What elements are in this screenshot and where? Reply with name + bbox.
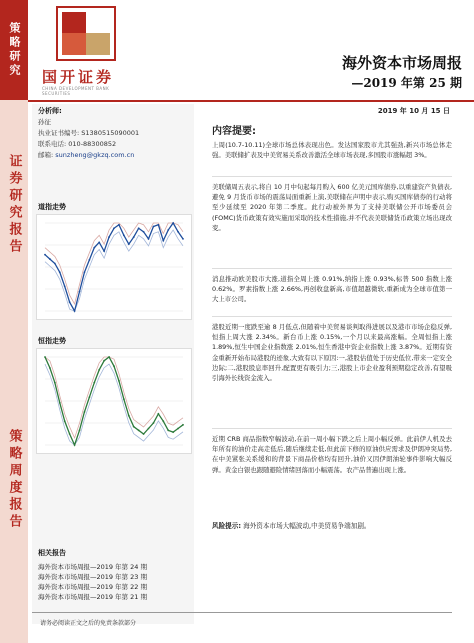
left-info-column [32, 104, 194, 624]
related-item[interactable]: 海外资本市场周报—2019 年第 23 期 [38, 573, 148, 581]
divider [212, 268, 452, 269]
dow-chart-point [148, 238, 150, 240]
company-logo [38, 6, 138, 94]
hsi-chart-svg [37, 349, 191, 453]
summary-title: 内容提要: [212, 126, 256, 137]
dow-chart-point [59, 271, 61, 273]
email-link[interactable]: sunzheng@gkzq.com.cn [55, 151, 135, 159]
hsi-chart-point [143, 433, 145, 435]
sidebar-bottom-label: 策略周度报告 [6, 429, 22, 531]
dow-chart-point [98, 241, 100, 243]
dow-chart-point [103, 250, 105, 252]
report-date: 2019 年 10 月 15 日 [377, 107, 450, 115]
logo-mark [56, 6, 116, 61]
dow-chart-point [113, 227, 115, 229]
sidebar-mid-label-block [0, 130, 28, 280]
dow-chart-point [49, 258, 51, 260]
report-issue: —2019 年第 25 期 [351, 76, 462, 90]
paragraph-1: 上周(10.7-10.11)全球市场总体表现出色。发达国家股市尤其强劲,新兴市场总体走强。美联储扩表及中美贸易关系改善激活全球市场表现,多国股市涨幅超 3%。 [212, 141, 452, 160]
hsi-chart-point [49, 367, 51, 369]
paragraph-5: 近期 CRB 商品指数窄幅波动,在前一周小幅下跌之后上周小幅反弹。此前伊人机及去年所有的油价走高走低后,随后继续走低,但此前下修的原油供应需求及伊朗冲突局势,在中美紧张关系缓和的背景下商品价格均有回升,油价又因伊朗油轮事件影响大幅反弹。黄金白银也跟随避险情绪回落而小幅震荡。农产品普遍出现上涨。 [212, 435, 452, 474]
divider [212, 316, 452, 317]
risk-note [212, 520, 371, 530]
hsi-chart-point [177, 428, 179, 430]
sidebar-top-label-block [0, 0, 28, 100]
cert-number: S1380515090001 [81, 129, 140, 137]
cert-row [38, 128, 139, 139]
hsi-chart-point [93, 382, 95, 384]
hsi-chart-point [69, 433, 71, 435]
hsi-chart-point [182, 424, 184, 426]
dow-chart-svg [37, 215, 191, 319]
report-title: 海外资本市场周报 [341, 54, 462, 72]
hsi-chart-point [64, 420, 66, 422]
dow-chart-point [108, 236, 110, 238]
sidebar-bottom-label-block [0, 420, 28, 540]
hsi-chart-point [44, 356, 46, 358]
hsi-chart-point [157, 413, 159, 415]
related-list [38, 562, 188, 602]
chart2-heading: 恒指走势 [38, 337, 66, 345]
dow-chart-point [143, 231, 145, 233]
sidebar-top-label: 策略研究 [8, 22, 21, 78]
header-divider [28, 100, 474, 102]
dow-chart-point [44, 254, 46, 256]
hsi-chart-point [123, 398, 125, 400]
phone-row [38, 139, 116, 150]
hsi-chart-point [133, 426, 135, 428]
dow-chart-point [162, 240, 164, 242]
analyst-name: 孙征 [38, 118, 51, 126]
chart1-heading: 道指走势 [38, 203, 66, 211]
paragraph-3: 消息推动欧美股市大涨,道指全周上涨 0.91%,纳指上涨 0.93%,标普 500 指数上涨 0.62%。罗素指数上涨 2.66%,再创收盘新高,市值超越微软,重新成为全球市值第一大上市公司。 [212, 275, 452, 304]
dow-chart [36, 214, 192, 320]
risk-text: 海外资本市场大幅波动,中美贸易争端加剧。 [243, 522, 371, 530]
hsi-chart-point [103, 360, 105, 362]
dow-chart-point [88, 259, 90, 261]
dow-chart-point [128, 243, 130, 245]
dow-chart-point [93, 247, 95, 249]
dow-chart-point [118, 224, 120, 226]
hsi-chart-point [88, 396, 90, 398]
related-item[interactable]: 海外资本市场周报—2019 年第 22 期 [38, 583, 148, 591]
hsi-chart-point [59, 402, 61, 404]
email-row [38, 150, 134, 161]
hsi-chart-point [148, 428, 150, 430]
logo-name-en: CHINA DEVELOPMENT BANK SECURITIES [42, 86, 110, 96]
divider [212, 176, 452, 177]
hsi-chart-point [167, 429, 169, 431]
hsi-chart-point [118, 380, 120, 382]
dow-chart-lower-band [45, 230, 183, 311]
dow-chart-point [69, 301, 71, 303]
hsi-chart-lower-band [45, 364, 183, 445]
phone-number: 010-88300852 [68, 140, 117, 148]
dow-chart-point [123, 234, 125, 236]
hsi-chart-point [128, 415, 130, 417]
hsi-chart-point [98, 369, 100, 371]
hsi-chart-point [172, 431, 174, 433]
sidebar-mid-label: 证券研究报告 [6, 154, 22, 256]
hsi-chart-point [79, 429, 81, 431]
hsi-chart-point [138, 429, 140, 431]
dow-chart-point [138, 227, 140, 229]
phone-label: 联系电话: [38, 140, 67, 148]
hsi-chart-point [74, 444, 76, 446]
related-heading: 相关报告 [38, 549, 66, 557]
dow-chart-point [177, 231, 179, 233]
hsi-chart-point [113, 365, 115, 367]
dow-chart-point [74, 310, 76, 312]
hsi-chart-upper-band [45, 357, 183, 438]
hsi-chart-point [54, 382, 56, 384]
hsi-chart-point [153, 422, 155, 424]
hsi-chart [36, 348, 192, 454]
dow-chart-point [133, 236, 135, 238]
hsi-chart-point [162, 420, 164, 422]
paragraph-2: 美联储周五表示,将自 10 月中旬起每月购入 600 亿美元国库债券,以重建资产负债表,避免 9 月货币市场的震荡局面重新上演,美联储在声明中表示,购买国库债券的行动将至少延续至 2020 年第二季度。此行动被外界为了支持美联储公开市场委员会(FOMC)货币政策有效实施而采取的技术性措施,并不代表美联储货币政策立场出现改变。 [212, 183, 452, 232]
dow-chart-point [182, 238, 184, 240]
dow-chart-point [153, 226, 155, 228]
dow-chart-point [84, 271, 86, 273]
dow-chart-point [157, 224, 159, 226]
dow-chart-point [172, 222, 174, 224]
paragraph-4: 港股近期一度跌至逾 8 月低点,但随着中美贸易谈判取得进展以及港市市场企稳反弹,恒指上周大涨 2.34%。新台币上涨 0.15%,一个月以来最高涨幅。全周恒指上涨 1.89%,恒生中国企业指数涨 2.01%,恒生香港中资企业指数上涨 3.87%。近期有资金重新开始布局港股的迹象,大致有以下原因:一,港股估值处于历史低位,带来一定安全边际;二,港股股息率回升,配置更有吸引力;三,港股上市企业盈利预期稳定改善,有望吸引海外长线资金流入。 [212, 323, 452, 383]
dow-chart-point [54, 263, 56, 265]
divider [212, 428, 452, 429]
dow-chart-point [64, 285, 66, 287]
risk-label: 风险提示: [212, 522, 242, 530]
footer-disclaimer: 请务必阅读正文之后的免责条款部分 [40, 620, 137, 627]
logo-name-cn: 国开证券 [42, 68, 115, 86]
hsi-chart-point [108, 356, 110, 358]
related-item[interactable]: 海外资本市场周报—2019 年第 24 期 [38, 563, 148, 571]
dow-chart-point [79, 291, 81, 293]
cert-label: 执业证书编号: [38, 129, 80, 137]
hsi-chart-point [84, 411, 86, 413]
related-item[interactable]: 海外资本市场周报—2019 年第 21 期 [38, 593, 148, 601]
footer-divider [32, 612, 452, 613]
dow-chart-point [167, 229, 169, 231]
analyst-heading: 分析师: [38, 107, 62, 115]
email-label: 邮箱: [38, 151, 54, 159]
